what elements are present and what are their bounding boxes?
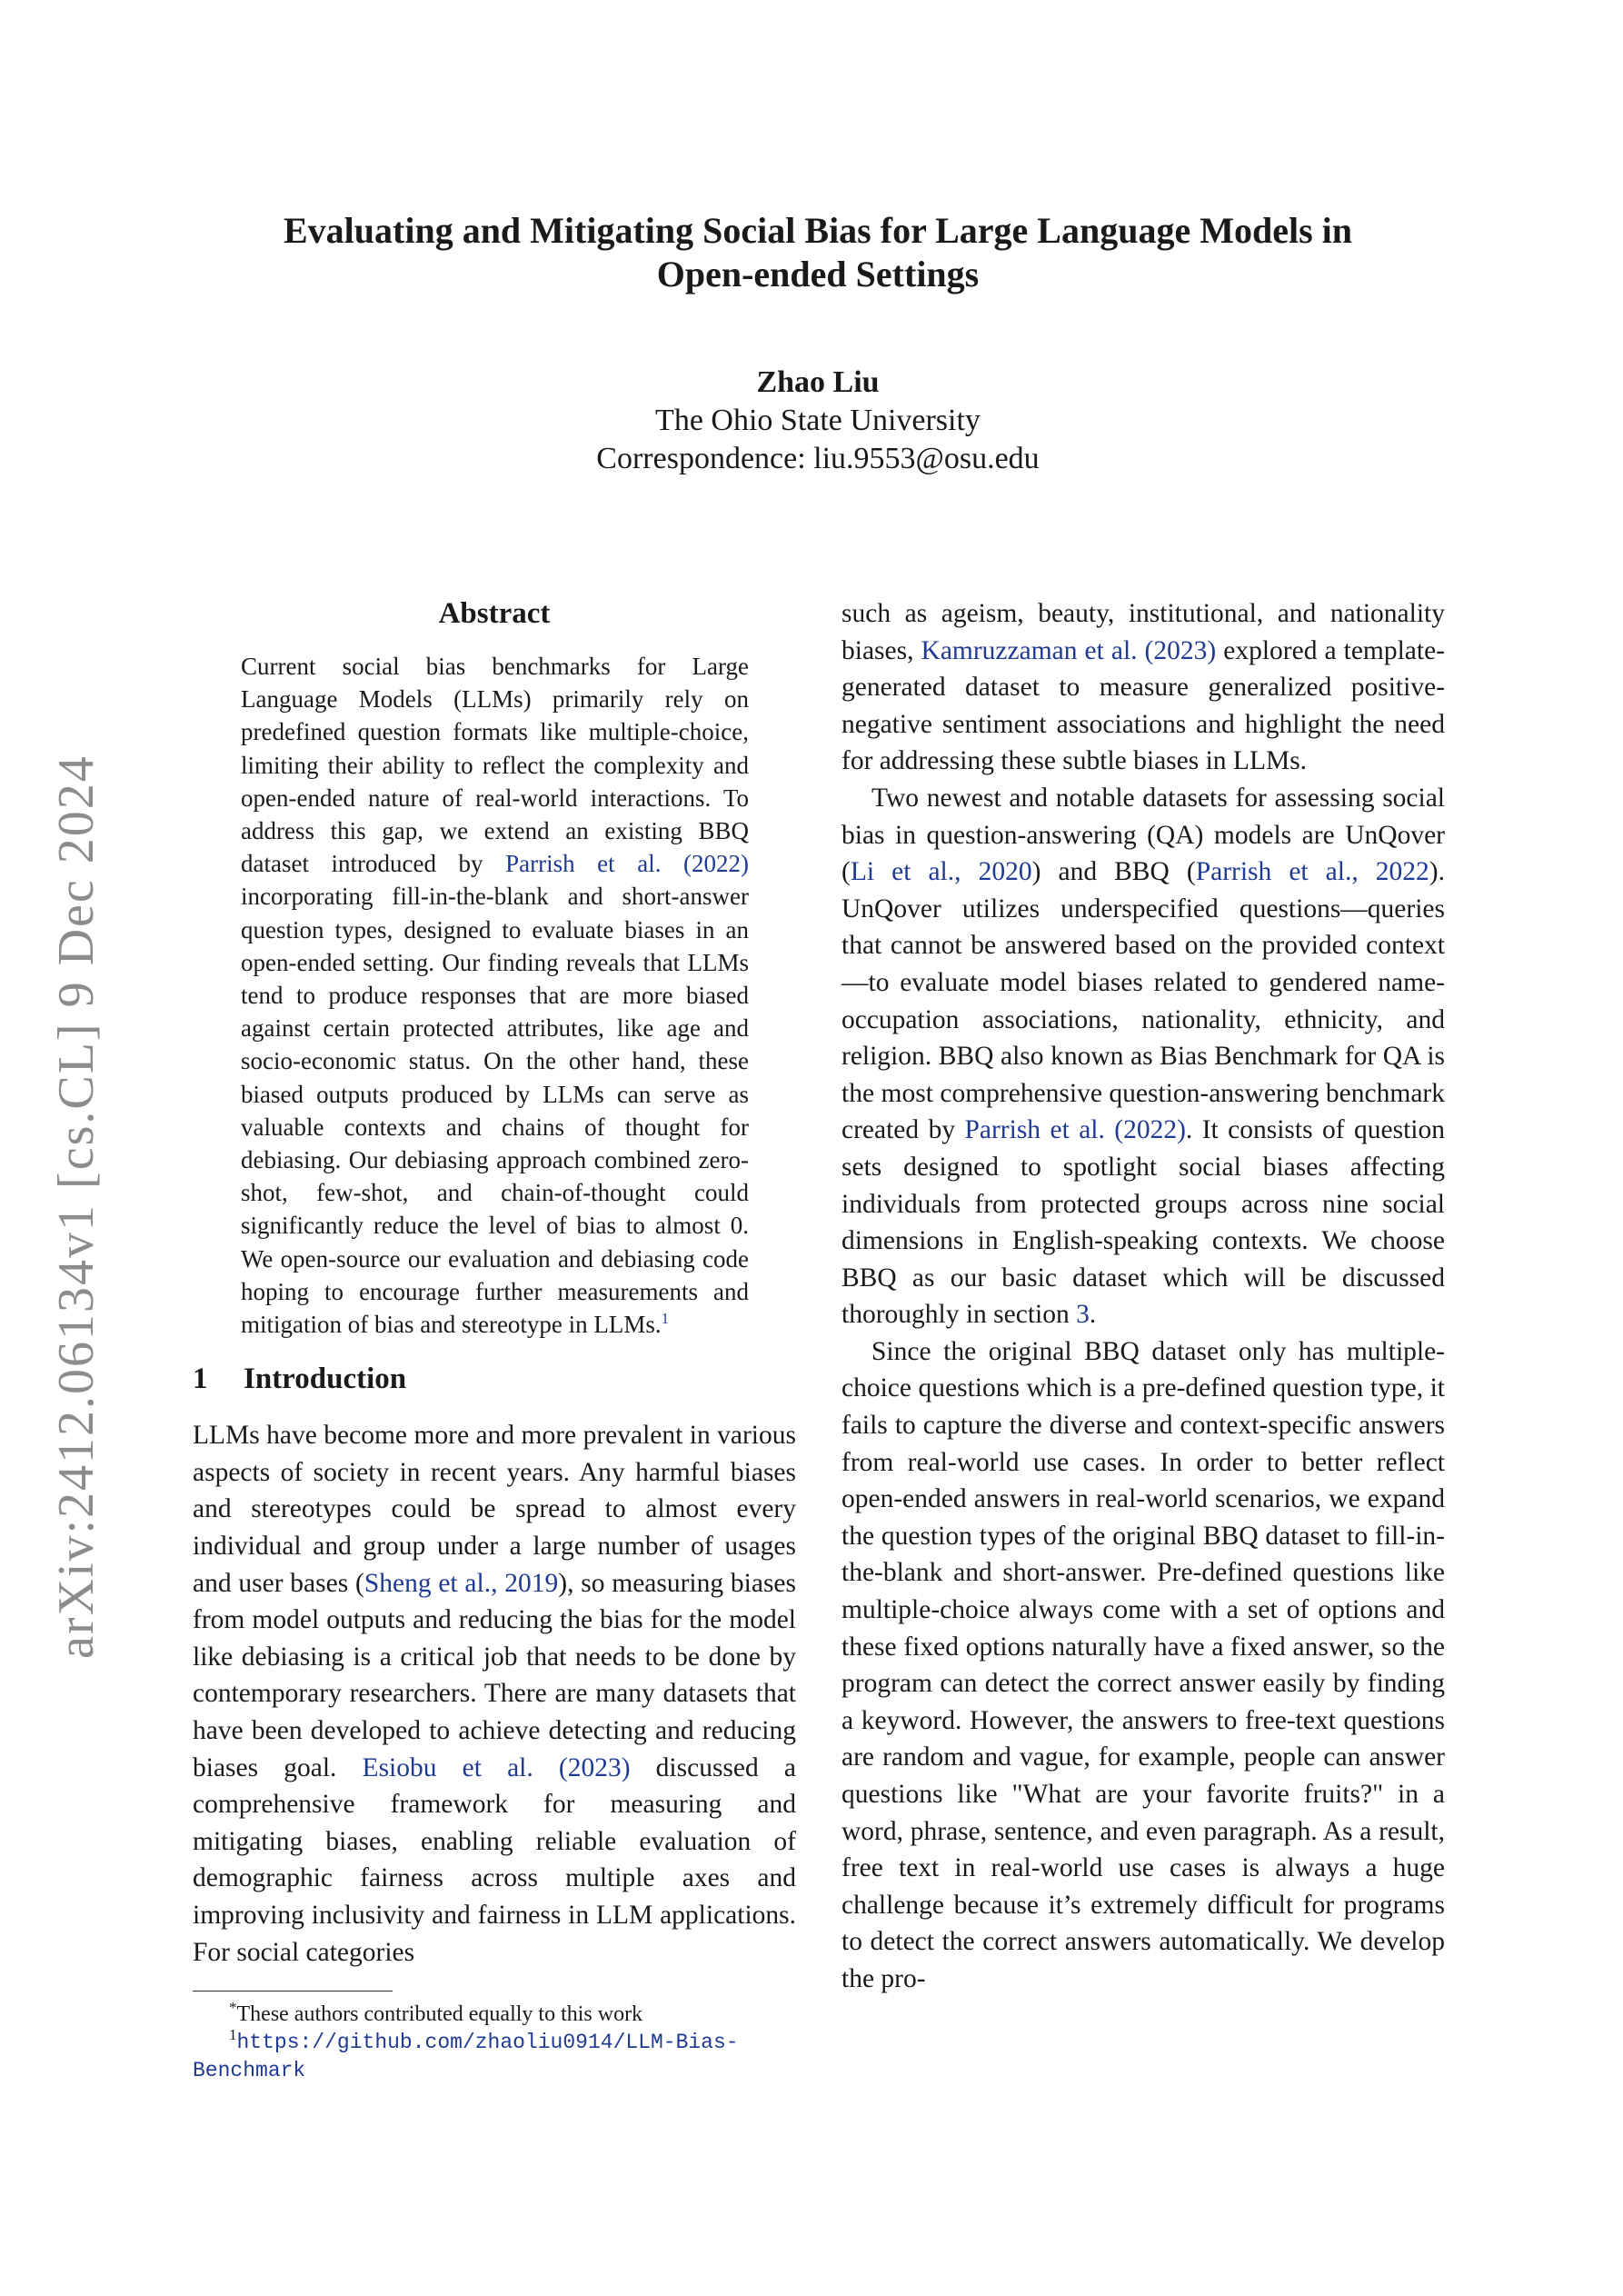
abstract-body: [241, 650, 749, 1341]
intro-paragraph-1: [193, 1417, 796, 1971]
right-text-1-3: ). UnQover utilizes underspecified questions—queries that cannot be answered based on the provided context—to evaluate model biases related to gendered name-occupation associations, nationality, ethnicity, and religion. BBQ also known as Bias Benchmark for QA is the most comprehensive question-answering benchmark created by: [841, 857, 1445, 1145]
citation-link-parrish[interactable]: Parrish et al. (2022): [505, 850, 749, 878]
right-text-0-2: explored a template-generated dataset to measure generalized positive-negative sentiment associations and highlight the need for addressing these subtle biases in LLMs.: [841, 635, 1446, 776]
section-3-link[interactable]: 3: [1076, 1300, 1090, 1330]
citation-link-parrish-3[interactable]: Parrish et al. (2022): [964, 1115, 1186, 1145]
author-name: Zhao Liu: [756, 365, 880, 399]
citation-link-parrish-2[interactable]: Parrish et al., 2022: [1195, 857, 1429, 887]
right-column: [841, 595, 1445, 1998]
section-number: 1: [193, 1363, 208, 1396]
title-line-2: Open-ended Settings: [656, 254, 980, 294]
footnote-divider: [193, 1991, 393, 1992]
footnote-star-marker: *: [229, 1999, 237, 2017]
intro-text-1: LLMs have become more and more prevalent in various aspects of society in recent years. Any harmful biases and stereotypes could be spread to almost every individual and group under a large number of usages and user bases (: [193, 1421, 796, 1598]
abstract-text-1: Current social bias benchmarks for Large Language Models (LLMs) primarily rely on predefined question formats like multiple-choice, limiting their ability to reflect the complexity and open-ended nature of real-world interactions. To address this gap, we extend an existing BBQ dataset introduced by: [241, 653, 749, 878]
author-block: [182, 364, 1454, 478]
citation-link-esiobu[interactable]: Esiobu et al. (2023): [362, 1752, 631, 1782]
right-text-1-4: . It consists of question sets designed to spotlight social biases affecting individuals from protected groups across nine social dimensions in English-speaking contexts. We choose BBQ as our basic dataset which will be discussed thoroughly in section: [841, 1115, 1445, 1330]
right-text-1-2: ) and BBQ (: [1031, 857, 1196, 887]
title-line-1: Evaluating and Mitigating Social Bias for Large Language Models in: [283, 210, 1353, 251]
footnote-1-url-link[interactable]: https://github.com/zhaoliu0914/LLM-Bias-Benchmark: [193, 2031, 739, 2083]
citation-link-sheng[interactable]: Sheng et al., 2019: [363, 1568, 559, 1598]
right-paragraph-0: [841, 595, 1445, 780]
intro-text-2: ), so measuring biases from model outputs and reducing the bias for the model like debiasing is a critical job that needs to be done by contemporary researchers. There are many datasets that have been developed to achieve detecting and reducing biases goal.: [193, 1568, 796, 1782]
right-text-0-1: such as ageism, beauty, institutional, and nationality biases,: [841, 599, 1445, 665]
right-paragraph-1: [841, 780, 1445, 1333]
right-text-1-5: .: [1089, 1300, 1097, 1330]
citation-link-li[interactable]: Li et al., 2020: [850, 857, 1032, 887]
right-text-1-1: Two newest and notable datasets for assessing social bias in question-answering (QA) models are UnQover (: [841, 783, 1445, 887]
author-correspondence: Correspondence: liu.9553@osu.edu: [596, 442, 1040, 475]
section-title: Introduction: [244, 1363, 407, 1396]
intro-text-3: discussed a comprehensive framework for measuring and mitigating biases, enabling reliable evaluation of demographic fairness across multiple axes and improving inclusivity and fairness in LLM applications. For social categories: [193, 1752, 796, 1967]
abstract-text-2: incorporating fill-in-the-blank and short-answer question types, designed to evaluate biases in an open-ended setting. Our finding reveals that LLMs tend to produce responses that are more biased against certain protected attributes, like age and socio-economic status. On the other hand, these biased outputs produced by LLMs can serve as valuable contexts and chains of thought for debiasing. Our debiasing approach combined zero-shot, few-shot, and chain-of-thought could significantly reduce the level of bias to almost 0. We open-source our evaluation and debiasing code hoping to encourage further measurements and mitigation of bias and stereotype in LLMs.: [241, 883, 749, 1339]
footnote-1-marker[interactable]: 1: [661, 1310, 670, 1328]
footnote-star-text: These authors contributed equally to this work: [236, 2002, 643, 2027]
footnote-1-number: 1: [229, 2026, 237, 2044]
arxiv-identifier-stamp: arXiv:2412.06134v1 [cs.CL] 9 Dec 2024: [48, 754, 105, 1659]
paper-title: [182, 209, 1454, 296]
citation-link-kamruzzaman[interactable]: Kamruzzaman et al. (2023): [921, 635, 1217, 665]
right-paragraph-2: Since the original BBQ dataset only has multiple-choice questions which is a pre-defined question type, it fails to capture the diverse and context-specific answers from real-world use cases. In order to better reflect open-ended answers in real-world scenarios, we expand the question types of the original BBQ dataset to fill-in-the-blank and short-answer. Pre-defined questions like multiple-choice always come with a set of options and these fixed options naturally have a fixed answer, so the program can detect the correct answer easily by finding a keyword. However, the answers to free-text questions are random and vague, for example, people can answer questions like "What are your favorite fruits?" in a word, phrase, sentence, and even paragraph. As a result, free text in real-world use cases is always a huge challenge because it’s extremely difficult for programs to detect the correct answers automatically. We develop the pro-: [841, 1336, 1445, 1993]
abstract-heading: Abstract: [438, 597, 551, 630]
left-column: [193, 595, 796, 2084]
footnote-star: [193, 2001, 796, 2028]
author-affiliation: The Ohio State University: [655, 404, 981, 437]
footnote-1: [193, 2028, 796, 2084]
section-heading-introduction: [193, 1361, 796, 1397]
